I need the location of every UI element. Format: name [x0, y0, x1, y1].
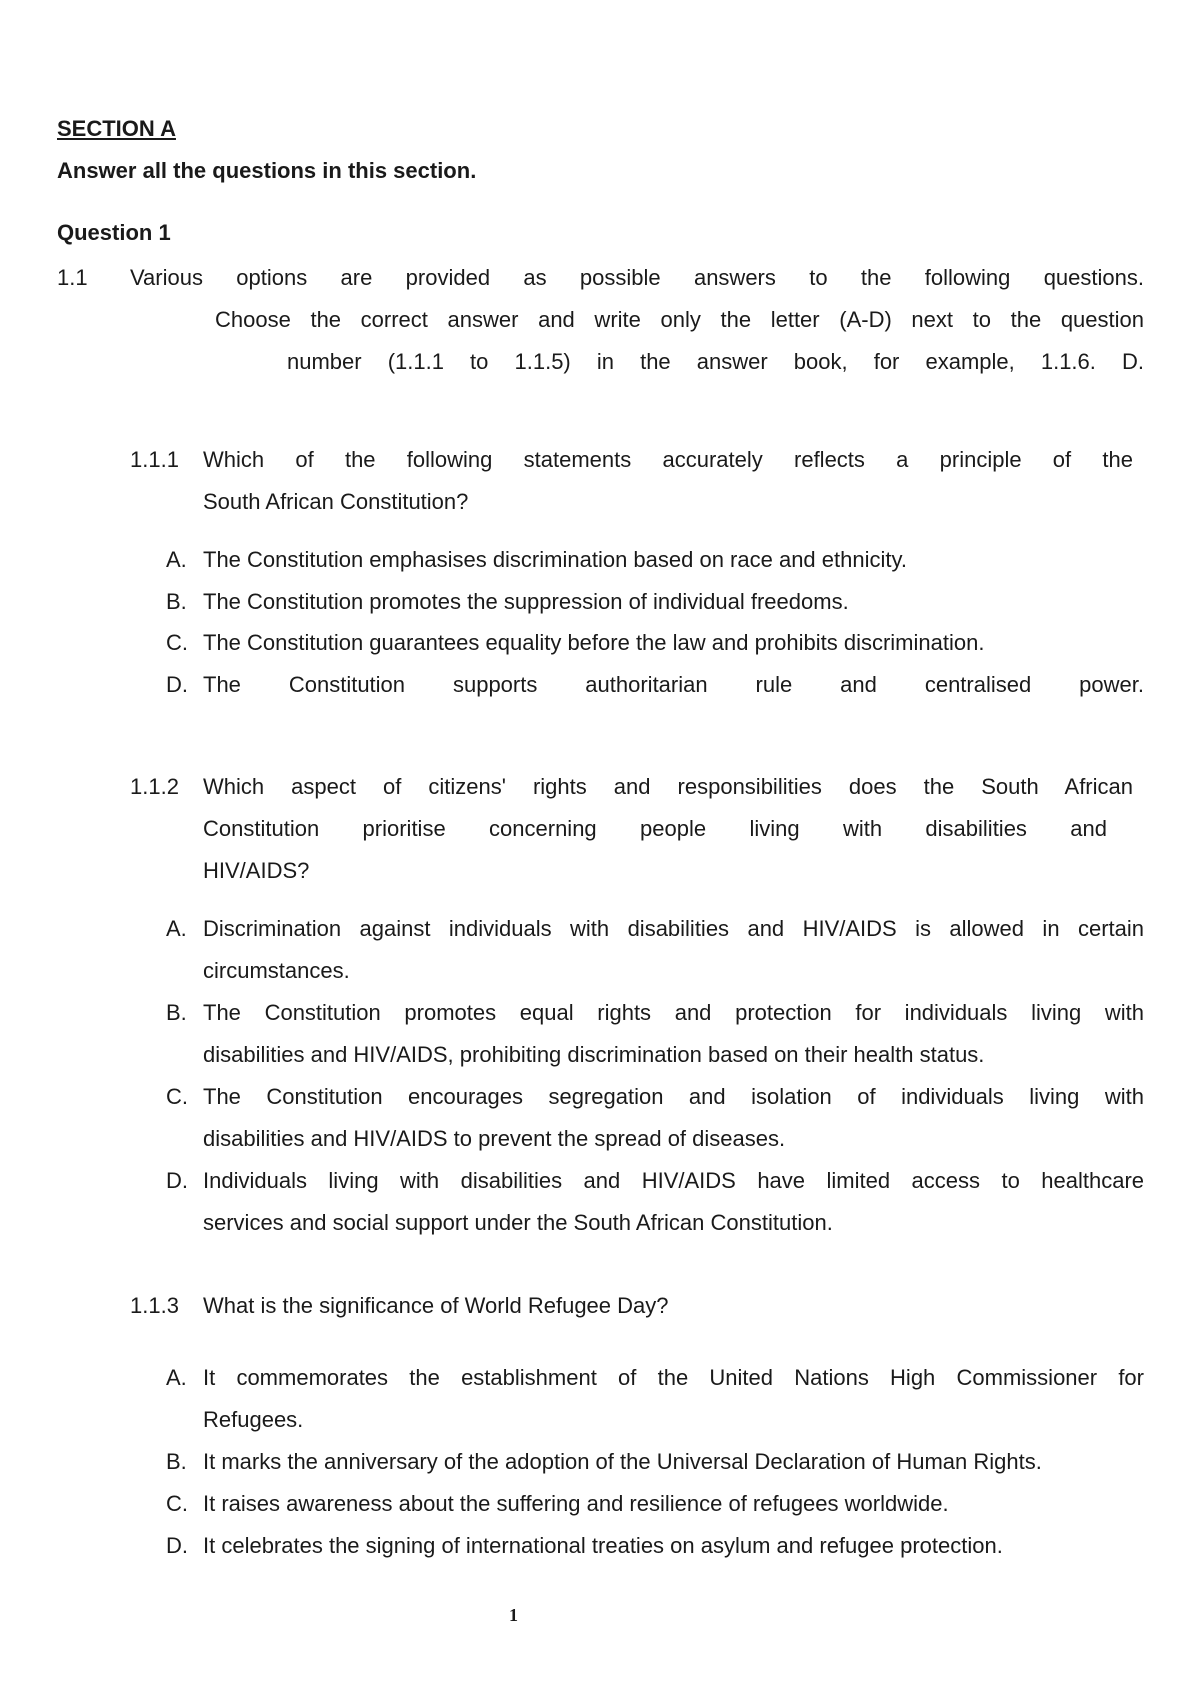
option-letter: B. [166, 1449, 187, 1474]
option-text: Discrimination against individuals with disabilities and HIV/AIDS is allowed in certain [203, 916, 1144, 941]
subquestion-text: HIV/AIDS? [203, 858, 310, 883]
intro-line: number (1.1.1 to 1.1.5) in the answer book, for example, 1.1.6. D. [287, 349, 1144, 374]
option-text: It marks the anniversary of the adoption of the Universal Declaration of Human Rights. [203, 1449, 1042, 1474]
subquestion-number: 1.1.1 [130, 447, 179, 472]
subquestion-text: Which of the following statements accurately reflects a principle of the [203, 447, 1133, 472]
option-letter: A. [166, 916, 187, 941]
option-letter: C. [166, 1491, 188, 1516]
option-text: services and social support under the South African Constitution. [203, 1210, 833, 1235]
option-letter: D. [166, 1533, 188, 1558]
intro-number: 1.1 [57, 265, 88, 290]
option-text: Refugees. [203, 1407, 304, 1432]
option-letter: D. [166, 1168, 188, 1193]
intro-line: Choose the correct answer and write only the letter (A-D) next to the question [215, 307, 1144, 332]
subquestion-number: 1.1.2 [130, 774, 179, 799]
question-heading: Question 1 [57, 220, 171, 245]
subquestion-text: South African Constitution? [203, 489, 469, 514]
page-number: 1 [509, 1605, 518, 1625]
option-text: The Constitution promotes the suppression of individual freedoms. [203, 589, 849, 614]
intro-line: Various options are provided as possible answers to the following questions. [130, 265, 1144, 290]
option-letter: B. [166, 1000, 187, 1025]
subquestion-text: Which aspect of citizens' rights and responsibilities does the South African [203, 774, 1133, 799]
section-title: SECTION A [57, 116, 176, 141]
option-text: disabilities and HIV/AIDS, prohibiting discrimination based on their health status. [203, 1042, 985, 1067]
option-text: It celebrates the signing of international treaties on asylum and refugee protection. [203, 1533, 1003, 1558]
option-letter: C. [166, 1084, 188, 1109]
subquestion-number: 1.1.3 [130, 1293, 179, 1318]
option-text: Individuals living with disabilities and HIV/AIDS have limited access to healthcare [203, 1168, 1144, 1193]
option-text: circumstances. [203, 958, 350, 983]
option-text: It commemorates the establishment of the United Nations High Commissioner for [203, 1365, 1144, 1390]
option-letter: A. [166, 547, 187, 572]
option-text: The Constitution encourages segregation and isolation of individuals living with [203, 1084, 1144, 1109]
option-text: The Constitution emphasises discrimination based on race and ethnicity. [203, 547, 907, 572]
option-text: The Constitution guarantees equality before the law and prohibits discrimination. [203, 630, 985, 655]
option-text: disabilities and HIV/AIDS to prevent the spread of diseases. [203, 1126, 786, 1151]
option-letter: C. [166, 630, 188, 655]
option-letter: A. [166, 1365, 187, 1390]
option-text: It raises awareness about the suffering and resilience of refugees worldwide. [203, 1491, 949, 1516]
option-text: The Constitution promotes equal rights and protection for individuals living with [203, 1000, 1144, 1025]
option-letter: B. [166, 589, 187, 614]
option-text: The Constitution supports authoritarian rule and centralised power. [203, 672, 1144, 697]
option-letter: D. [166, 672, 188, 697]
subquestion-text: Constitution prioritise concerning people living with disabilities and [203, 816, 1107, 841]
subquestion-text: What is the significance of World Refugee Day? [203, 1293, 669, 1318]
section-instruction: Answer all the questions in this section. [57, 158, 477, 183]
